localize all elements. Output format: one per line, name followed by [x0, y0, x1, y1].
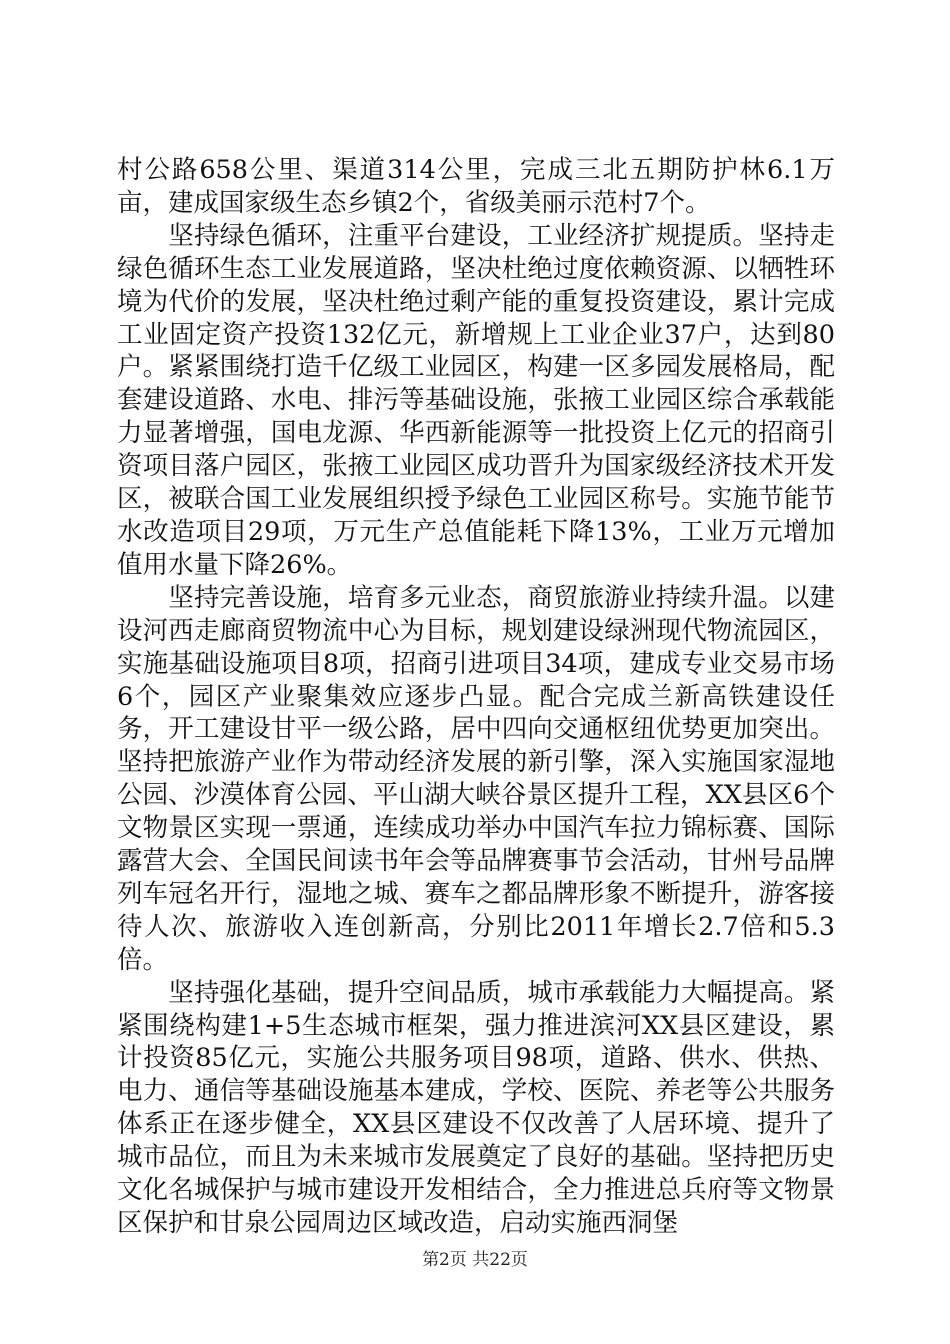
page-number-footer: 第2页 共22页	[422, 1250, 528, 1270]
paragraph-commerce-tourism: 坚持完善设施，培育多元业态，商贸旅游业持续升温。以建设河西走廊商贸物流中心为目标，规划建设绿洲现代物流园区，实施基础设施项目8项，招商引进项目34项，建成专业交易市场6个，园区产业聚集效应逐步凸显。配合完成兰新高铁建设任务，开工建设甘平一级公路，居中四向交通枢纽优势更加突出。坚持把旅游产业作为带动经济发展的新引擎，深入实施国家湿地公园、沙漠体育公园、平山湖大峡谷景区提升工程，XX县区6个文物景区实现一票通，连续成功举办中国汽车拉力锦标赛、国际露营大会、全国民间读书年会等品牌赛事节会活动，甘州号品牌列车冠名开行，湿地之城、赛车之都品牌形象不断提升，游客接待人次、旅游收入连创新高，分别比2011年增长2.7倍和5.3倍。	[117, 582, 835, 975]
paragraph-forestry-summary: 村公路658公里、渠道314公里，完成三北五期防护林6.1万亩，建成国家级生态乡镇2个，省级美丽示范村7个。	[117, 155, 835, 218]
paragraph-urban-infrastructure: 坚持强化基础，提升空间品质，城市承载能力大幅提高。紧紧围绕构建1+5生态城市框架，强力推进滨河XX县区建设，累计投资85亿元，实施公共服务项目98项，道路、供水、供热、电力、通信等基础设施基本建成，学校、医院、养老等公共服务体系正在逐步健全，XX县区建设不仅改善了人居环境、提升了城市品位，而且为未来城市发展奠定了良好的基础。坚持把历史文化名城保护与城市建设开发相结合，全力推进总兵府等文物景区保护和甘泉公园周边区域改造，启动实施西洞堡	[117, 977, 835, 1238]
paragraph-industry: 坚持绿色循环，注重平台建设，工业经济扩规提质。坚持走绿色循环生态工业发展道路，坚决杜绝过度依赖资源、以牺牲环境为代价的发展，坚决杜绝过剩产能的重复投资建设，累计完成工业固定资产投资132亿元，新增规上工业企业37户，达到80户。紧紧围绕打造千亿级工业园区，构建一区多园发展格局，配套建设道路、水电、排污等基础设施，张掖工业园区综合承载能力显著增强，国电龙源、华西新能源等一批投资上亿元的招商引资项目落户园区，张掖工业园区成功晋升为国家级经济技术开发区，被联合国工业发展组织授予绿色工业园区称号。实施节能节水改造项目29项，万元生产总值能耗下降13%，工业万元增加值用水量下降26%。	[117, 220, 835, 580]
document-body	[117, 154, 835, 1240]
